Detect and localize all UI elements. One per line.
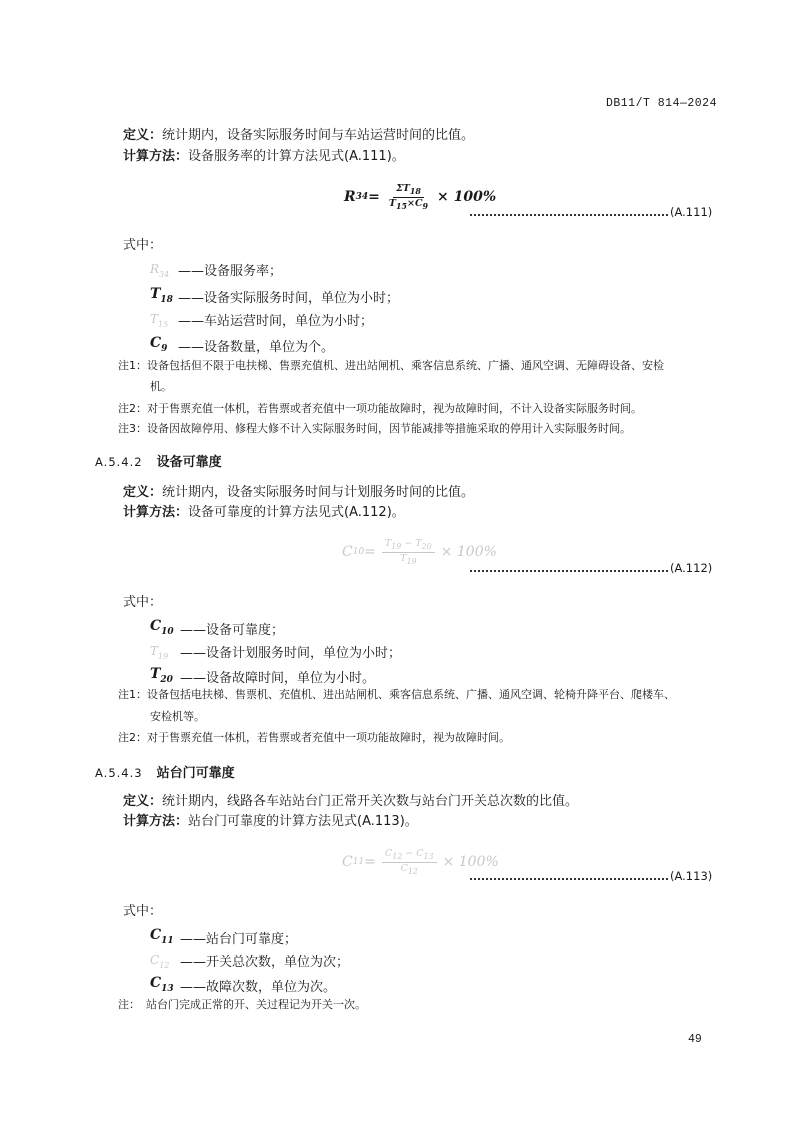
calculation-paragraph: 计算方法：站台门可靠度的计算方法见式(A.113)。 [123,814,418,829]
definition-paragraph: 定义：统计期内，线路各车站站台门正常开关次数与站台门开关总次数的比值。 [123,794,579,809]
document-code: DB11/T 814—2024 [605,97,717,110]
note-1-continued: 安检机等。 [150,710,205,723]
equation-number: (A.112) [470,561,712,575]
variable-row: $C_9$ ——设备数量，单位为个。 [150,335,335,355]
formula-a112: C 10 = $\frac{T_{19} - T_{20}}{T_{19}}$ × 100% [342,538,497,566]
variable-row: $T_{15}$ ——车站运营时间，单位为小时； [150,312,374,330]
variable-row: $R_{34}$ ——设备服务率； [150,262,283,280]
note-2: 注2：对于售票充值一体机，若售票或者充值中一项功能故障时，视为故障时间，不计入设备实际服务时间。 [118,402,642,415]
where-label: 式中： [123,595,163,610]
note-2: 注2：对于售票充值一体机，若售票或者充值中一项功能故障时，视为故障时间。 [118,731,510,744]
variable-row: $C_{10}$ ——设备可靠度； [150,618,285,638]
section-heading: A.5.4.3 站台门可靠度 [95,766,235,781]
note-1-continued: 机。 [150,380,172,393]
equation-number: (A.113) [470,869,712,883]
where-label: 式中： [123,238,163,253]
variable-row: $C_{12}$ ——开关总次数，单位为次； [150,953,350,971]
formula-a113: C 11 = $\frac{C_{12} - C_{13}}{C_{12}}$ × 100% [342,848,499,876]
note-3: 注3：设备因故障停用、修程大修不计入实际服务时间，因节能减排等措施采取的停用计入实际服务时间。 [118,422,631,435]
note: 注： 站台门完成正常的开、关过程记为开关一次。 [118,998,366,1011]
equation-number: (A.111) [470,205,712,219]
variable-row: $C_{13}$ ——故障次数，单位为次。 [150,975,337,995]
formula-fraction: $\frac{\Sigma T_{18}}{T_{15}\times C_9}$ [388,183,429,211]
definition-paragraph [123,126,474,146]
note-1: 注1：设备包括电扶梯、售票机、充值机、进出站闸机、乘客信息系统、广播、通风空调、轮椅升降平台、爬楼车、 [118,688,675,701]
calculation-text: 设备服务率的计算方法见式(A.111)。 [188,149,405,164]
calculation-label: 计算方法： [123,149,189,164]
section-heading: A.5.4.2 设备可靠度 [95,455,222,470]
formula-a111: R 34 = $\frac{\Sigma T_{18}}{T_{15}\times C_9}$ × 100% [344,183,497,211]
calculation-paragraph: 计算方法：设备可靠度的计算方法见式(A.112)。 [123,505,405,520]
definition-text: 统计期内，设备实际服务时间与车站运营时间的比值。 [162,128,475,143]
definition-label: 定义： [123,128,163,143]
variable-row: $T_{19}$ ——设备计划服务时间，单位为小时； [150,644,402,662]
where-label: 式中： [123,904,163,919]
page-number: 49 [688,1033,702,1046]
variable-row: $T_{20}$ ——设备故障时间，单位为小时。 [150,666,376,686]
definition-paragraph: 定义：统计期内，设备实际服务时间与计划服务时间的比值。 [123,485,475,500]
calculation-paragraph [123,147,405,167]
note-1: 注1：设备包括但不限于电扶梯、售票充值机、进出站闸机、乘客信息系统、广播、通风空调、无障碍设备、安检 [118,359,664,372]
variable-row: $C_{11}$ ——站台门可靠度； [150,927,298,947]
variable-row: $T_{18}$ ——设备实际服务时间，单位为小时； [150,286,400,306]
